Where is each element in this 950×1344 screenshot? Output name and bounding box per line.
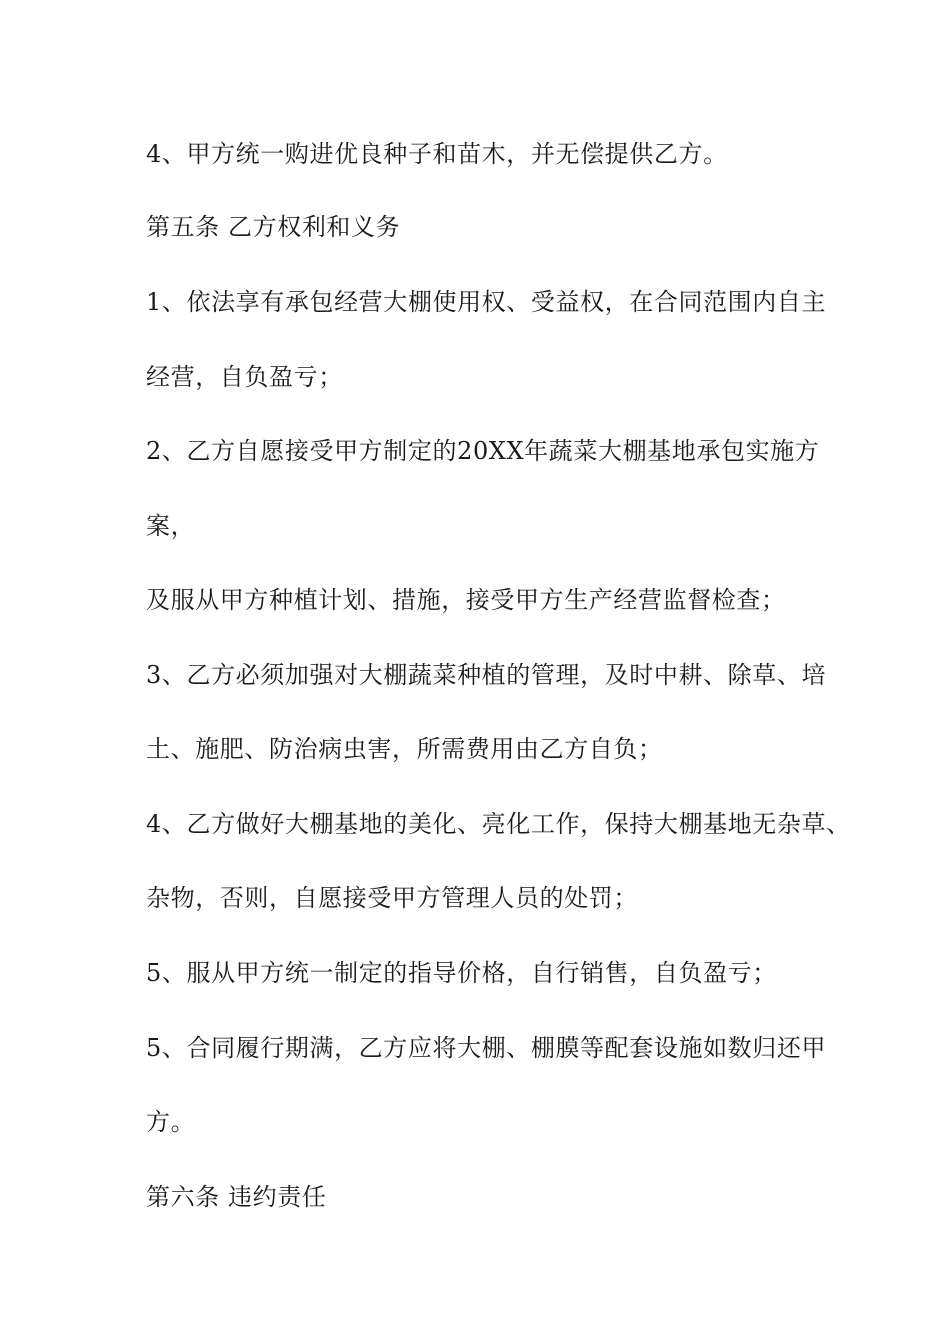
clause-1-rights-line-2: 经营，自负盈亏； <box>146 363 343 391</box>
clause-1-rights-line-1: 1、依法享有承包经营大棚使用权、受益权，在合同范围内自主 <box>146 288 827 316</box>
clause-2-plan-line-3: 及服从甲方种植计划、措施，接受甲方生产经营监督检查； <box>146 586 786 614</box>
clause-5-pricing-line: 5、服从甲方统一制定的指导价格，自行销售，自负盈亏； <box>146 959 777 987</box>
clause-5-return-line-2: 方。 <box>146 1108 196 1136</box>
article-6-heading: 第六条 违约责任 <box>146 1183 327 1211</box>
article-5-heading: 第五条 乙方权利和义务 <box>146 213 401 241</box>
clause-3-management-line-2: 土、施肥、防治病虫害，所需费用由乙方自负； <box>146 735 663 763</box>
clause-2-plan-line-1: 2、乙方自愿接受甲方制定的20XX年蔬菜大棚基地承包实施方 <box>146 437 820 465</box>
clause-4-beautification-line-2: 杂物，否则，自愿接受甲方管理人员的处罚； <box>146 884 638 912</box>
clause-4-beautification-line-1: 4、乙方做好大棚基地的美化、亮化工作，保持大棚基地无杂草、 <box>146 810 851 838</box>
clause-5-return-line-1: 5、合同履行期满，乙方应将大棚、棚膜等配套设施如数归还甲 <box>146 1034 827 1062</box>
clause-2-plan-line-2: 案， <box>146 512 196 540</box>
clause-4-seeds-line: 4、甲方统一购进优良种子和苗木，并无偿提供乙方。 <box>146 140 728 168</box>
clause-3-management-line-1: 3、乙方必须加强对大棚蔬菜种植的管理，及时中耕、除草、培 <box>146 661 827 689</box>
